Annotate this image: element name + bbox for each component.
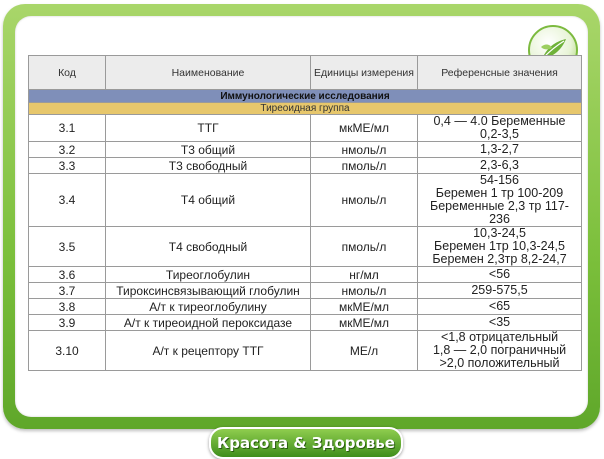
cell-code: 3.9 [29,315,106,331]
cell-reference [418,142,582,158]
cell-units: нмоль/л [311,142,418,158]
reference-value: 236 [489,212,510,226]
cell-code: 3.4 [29,174,106,227]
cell-code: 3.6 [29,267,106,283]
reference-value: Беремен 1тр 10,3-24,5 [434,239,565,253]
cell-units: нг/мл [311,267,418,283]
table-row [29,227,582,267]
cell-reference [418,227,582,267]
cell-units: нмоль/л [311,174,418,227]
cell-name: Т4 общий [106,174,311,227]
cell-code: 3.1 [29,115,106,142]
reference-value: <1,8 отрицательный [440,330,559,344]
cell-name: Тиреоглобулин [106,267,311,283]
cell-code: 3.5 [29,227,106,267]
table-header-row [29,56,582,90]
cell-name: А/т к тиреоглобулину [106,299,311,315]
reference-value: >2,0 положительный [439,356,560,370]
table-row [29,267,582,283]
table-row [29,115,582,142]
reference-value: 0,2-3,5 [480,127,519,141]
reference-table [28,55,582,371]
cell-reference [418,158,582,174]
table-row [29,142,582,158]
reference-value: 10,3-24,5 [473,226,526,240]
cell-name: Т4 свободный [106,227,311,267]
cell-name: Тироксинсвязывающий глобулин [106,283,311,299]
cell-reference [418,299,582,315]
header-reference: Референсные значения [418,56,582,90]
cell-code: 3.10 [29,331,106,371]
cell-name: Т3 свободный [106,158,311,174]
cell-code: 3.2 [29,142,106,158]
header-units: Единицы измерения [311,56,418,90]
table-row [29,158,582,174]
table-row [29,174,582,227]
reference-value: 0,4 — 4.0 Беременные [433,114,566,128]
reference-value: 54-156 [480,173,519,187]
footer-brand-banner: Красота & Здоровье [209,427,403,459]
cell-units: мкМЕ/мл [311,115,418,142]
cell-units: пмоль/л [311,158,418,174]
cell-units: МЕ/л [311,331,418,371]
cell-code: 3.7 [29,283,106,299]
reference-value: 2,3-6,3 [480,158,519,172]
cell-reference [418,283,582,299]
reference-value: 1,3-2,7 [480,142,519,156]
table-row [29,299,582,315]
table-row [29,331,582,371]
cell-units: нмоль/л [311,283,418,299]
reference-value: <56 [488,267,511,281]
header-name: Наименование [106,56,311,90]
cell-units: мкМЕ/мл [311,315,418,331]
reference-value: 1,8 — 2,0 пограничный [432,343,567,357]
section-row [29,90,582,103]
cell-reference [418,115,582,142]
reference-value: <35 [488,315,511,329]
cell-name: ТТГ [106,115,311,142]
cell-reference [418,315,582,331]
cell-code: 3.8 [29,299,106,315]
cell-reference [418,267,582,283]
reference-value: 259-575,5 [471,283,528,297]
cell-units: пмоль/л [311,227,418,267]
cell-reference [418,331,582,371]
group-title: Тиреоидная группа [29,103,582,115]
table-row [29,283,582,299]
group-row [29,103,582,115]
header-code: Код [29,56,106,90]
cell-code: 3.3 [29,158,106,174]
section-title: Иммунологические исследования [29,90,582,103]
cell-units: мкМЕ/мл [311,299,418,315]
table-row [29,315,582,331]
cell-reference [418,174,582,227]
cell-name: Т3 общий [106,142,311,158]
lab-tests-table-image [28,55,581,395]
cell-name: А/т к рецептору ТТГ [106,331,311,371]
cell-name: А/т к тиреоидной пероксидазе [106,315,311,331]
reference-value: Беремен 2,3тр 8,2-24,7 [432,252,567,266]
reference-value: Беремен 1 тр 100-209 [435,186,564,200]
reference-value: Беременные 2,3 тр 117- [430,199,569,213]
reference-value: <65 [488,299,511,313]
